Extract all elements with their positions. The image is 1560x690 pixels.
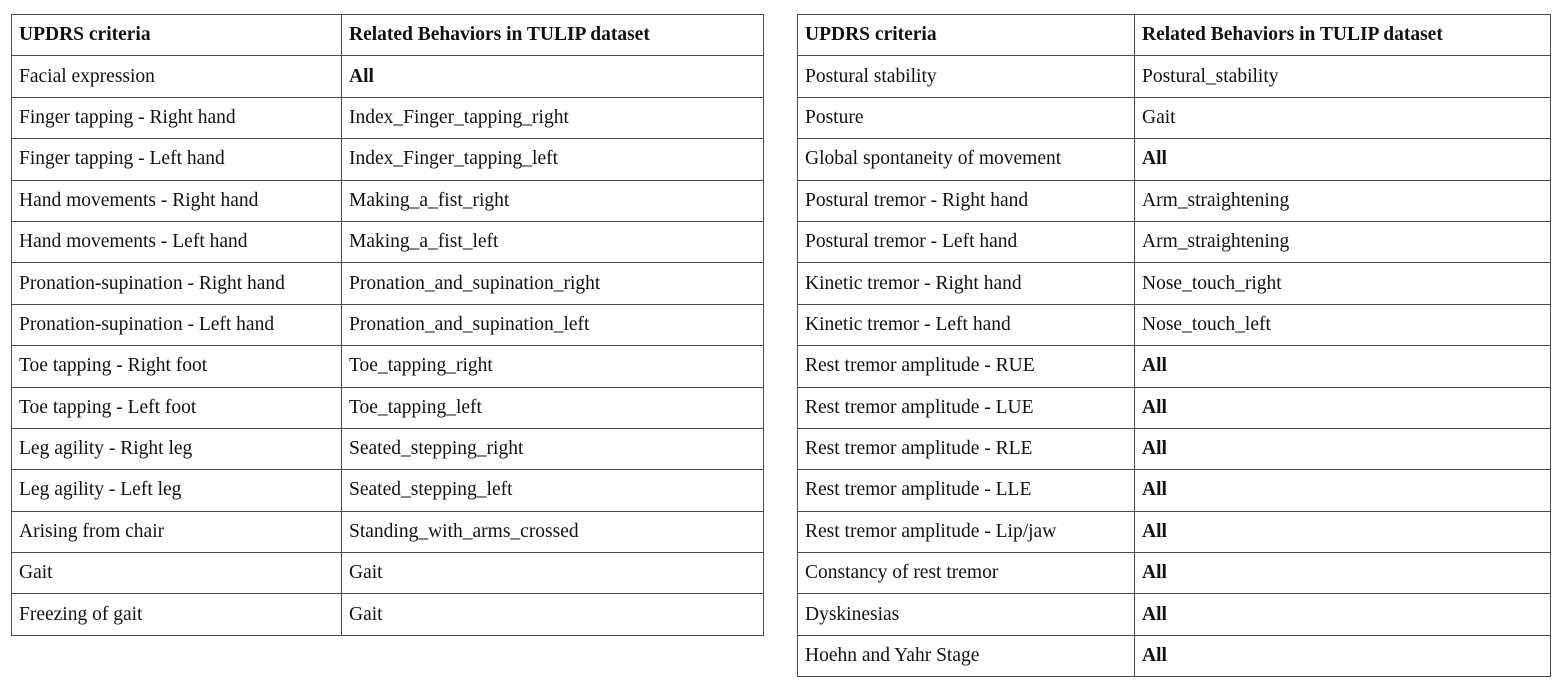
criteria-cell: Postural tremor - Right hand xyxy=(798,180,1135,221)
criteria-cell: Hand movements - Right hand xyxy=(12,180,342,221)
behavior-cell: Making_a_fist_left xyxy=(342,221,764,262)
behavior-cell: All xyxy=(1135,553,1551,594)
table-row xyxy=(12,346,764,387)
criteria-cell: Arising from chair xyxy=(12,511,342,552)
table-row xyxy=(12,180,764,221)
behavior-cell: Seated_stepping_left xyxy=(342,470,764,511)
table-row xyxy=(12,470,764,511)
column-header-behaviors: Related Behaviors in TULIP dataset xyxy=(1135,15,1551,56)
criteria-cell: Rest tremor amplitude - RLE xyxy=(798,428,1135,469)
behavior-cell: All xyxy=(1135,594,1551,635)
behavior-cell: All xyxy=(342,56,764,97)
table-row xyxy=(798,511,1551,552)
updrs-table-left xyxy=(11,14,764,636)
table-row xyxy=(798,553,1551,594)
criteria-cell: Freezing of gait xyxy=(12,594,342,635)
behavior-cell: Gait xyxy=(342,553,764,594)
criteria-cell: Rest tremor amplitude - LLE xyxy=(798,470,1135,511)
criteria-cell: Facial expression xyxy=(12,56,342,97)
table-row xyxy=(798,470,1551,511)
criteria-cell: Gait xyxy=(12,553,342,594)
behavior-cell: Making_a_fist_right xyxy=(342,180,764,221)
behavior-cell: Nose_touch_left xyxy=(1135,304,1551,345)
criteria-cell: Leg agility - Right leg xyxy=(12,428,342,469)
criteria-cell: Rest tremor amplitude - LUE xyxy=(798,387,1135,428)
criteria-cell: Kinetic tremor - Left hand xyxy=(798,304,1135,345)
behavior-cell: Arm_straightening xyxy=(1135,221,1551,262)
table-row xyxy=(12,56,764,97)
behavior-cell: Arm_straightening xyxy=(1135,180,1551,221)
behavior-cell: All xyxy=(1135,470,1551,511)
behavior-cell: Standing_with_arms_crossed xyxy=(342,511,764,552)
table-body xyxy=(12,56,764,635)
criteria-cell: Toe tapping - Right foot xyxy=(12,346,342,387)
column-header-criteria: UPDRS criteria xyxy=(798,15,1135,56)
criteria-cell: Kinetic tremor - Right hand xyxy=(798,263,1135,304)
table-row xyxy=(12,221,764,262)
table-row xyxy=(798,97,1551,138)
table-row xyxy=(12,139,764,180)
criteria-cell: Toe tapping - Left foot xyxy=(12,387,342,428)
behavior-cell: All xyxy=(1135,635,1551,676)
criteria-cell: Postural stability xyxy=(798,56,1135,97)
criteria-cell: Finger tapping - Left hand xyxy=(12,139,342,180)
criteria-cell: Leg agility - Left leg xyxy=(12,470,342,511)
behavior-cell: Toe_tapping_right xyxy=(342,346,764,387)
table-row xyxy=(12,511,764,552)
table-row xyxy=(798,594,1551,635)
behavior-cell: Toe_tapping_left xyxy=(342,387,764,428)
table-row xyxy=(798,56,1551,97)
table-row xyxy=(798,304,1551,345)
behavior-cell: Pronation_and_supination_left xyxy=(342,304,764,345)
criteria-cell: Rest tremor amplitude - Lip/jaw xyxy=(798,511,1135,552)
behavior-cell: Seated_stepping_right xyxy=(342,428,764,469)
updrs-table-right xyxy=(797,14,1551,677)
behavior-cell: Index_Finger_tapping_right xyxy=(342,97,764,138)
behavior-cell: Index_Finger_tapping_left xyxy=(342,139,764,180)
behavior-cell: Nose_touch_right xyxy=(1135,263,1551,304)
criteria-cell: Pronation-supination - Right hand xyxy=(12,263,342,304)
table-row xyxy=(12,304,764,345)
table-row xyxy=(12,553,764,594)
table-row xyxy=(798,221,1551,262)
criteria-cell: Dyskinesias xyxy=(798,594,1135,635)
behavior-cell: All xyxy=(1135,346,1551,387)
behavior-cell: All xyxy=(1135,387,1551,428)
table-header-row xyxy=(798,15,1551,56)
behavior-cell: Gait xyxy=(342,594,764,635)
table-row xyxy=(798,635,1551,676)
table-row xyxy=(12,428,764,469)
behavior-cell: Postural_stability xyxy=(1135,56,1551,97)
criteria-cell: Rest tremor amplitude - RUE xyxy=(798,346,1135,387)
table-row xyxy=(798,139,1551,180)
criteria-cell: Constancy of rest tremor xyxy=(798,553,1135,594)
behavior-cell: All xyxy=(1135,511,1551,552)
column-header-behaviors: Related Behaviors in TULIP dataset xyxy=(342,15,764,56)
behavior-cell: All xyxy=(1135,428,1551,469)
column-header-criteria: UPDRS criteria xyxy=(12,15,342,56)
behavior-cell: All xyxy=(1135,139,1551,180)
criteria-cell: Hand movements - Left hand xyxy=(12,221,342,262)
table-body xyxy=(798,56,1551,677)
criteria-cell: Postural tremor - Left hand xyxy=(798,221,1135,262)
table-row xyxy=(12,263,764,304)
table-row xyxy=(798,263,1551,304)
behavior-cell: Pronation_and_supination_right xyxy=(342,263,764,304)
criteria-cell: Finger tapping - Right hand xyxy=(12,97,342,138)
table-row xyxy=(12,594,764,635)
table-row xyxy=(12,387,764,428)
criteria-cell: Hoehn and Yahr Stage xyxy=(798,635,1135,676)
criteria-cell: Posture xyxy=(798,97,1135,138)
table-row xyxy=(798,180,1551,221)
table-row xyxy=(798,387,1551,428)
table-row xyxy=(798,346,1551,387)
table-header-row xyxy=(12,15,764,56)
behavior-cell: Gait xyxy=(1135,97,1551,138)
table-row xyxy=(798,428,1551,469)
criteria-cell: Pronation-supination - Left hand xyxy=(12,304,342,345)
criteria-cell: Global spontaneity of movement xyxy=(798,139,1135,180)
table-row xyxy=(12,97,764,138)
